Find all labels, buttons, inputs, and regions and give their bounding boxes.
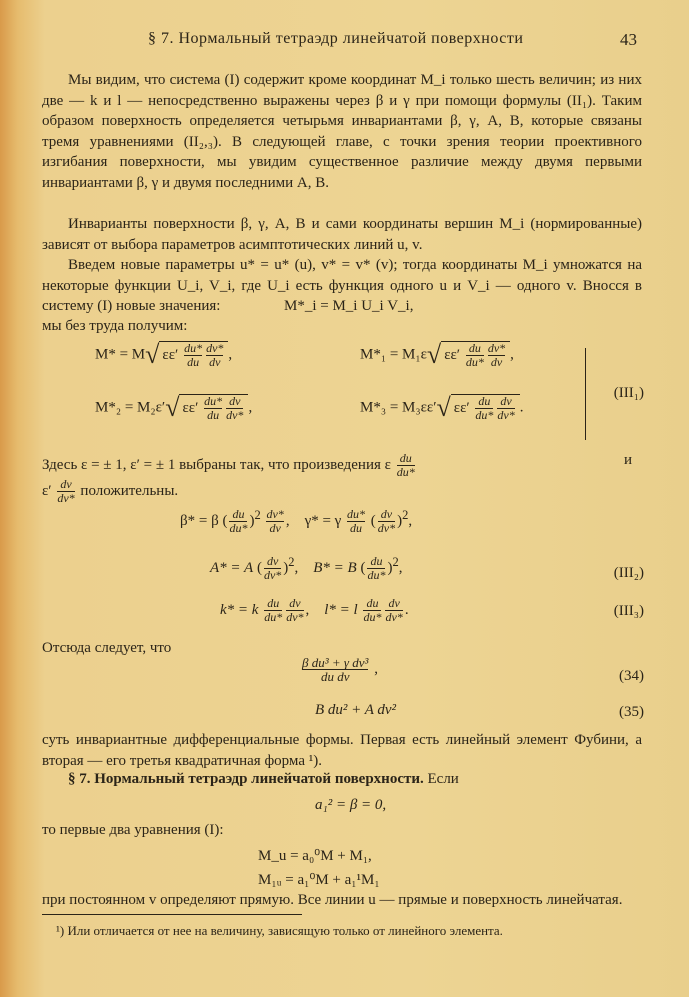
paragraph-1: Мы видим, что система (I) содержит кроме координат M_i только шесть величин; из них две — k и l — непосредственно выражены через β и γ при помощи формулы (II₁). Таким образом поверхность определяется четырьмя инвариантами β, γ, A, B, которые связаны тремя уравнениями (II₂,₃). В следующей главе, с точки зрения теории проективного изгибания поверхности, мы увидим существенное различие между двумя первыми инвариантами β, γ и двумя последними A, B. (42, 72, 642, 191)
paragraph-forms: суть инвариантные дифференциальные формы. Первая есть линейный элемент Фубини, а вторая — его третья квадратичная форма ¹). (42, 732, 642, 769)
text-positive: ε′ $\frac{dv}{dv*}$ положительны. (42, 477, 179, 505)
paragraph-2: Инварианты поверхности β, γ, A, B и сами координаты вершин M_i (нормированные) зависят от выбора параметров асимптотических линий u, v. (42, 216, 642, 253)
equation-a: a₁² = β = 0, (315, 797, 387, 813)
text-obtain: мы без труда получим: (42, 318, 188, 334)
equation-34: $\frac{\text{β du³ + γ dv³}}{\text{du dv}}$ , (302, 655, 378, 684)
section-heading: § 7. Нормальный тетраэдр линейчатой поверхности. Если (68, 771, 459, 787)
paragraph-last: при постоянном v определяют прямую. Все линии u — прямые и поверхность линейчатая. (42, 892, 623, 908)
equation-m1u: M₁ᵤ = a₁⁰M + a₁¹M₁ (258, 872, 380, 888)
footnote-rule (42, 914, 302, 915)
paragraph-3: Введем новые параметры u* = u* (u), v* = v* (v); тогда координаты M_i умножатся на некоторые функции U_i, V_i, где U_i есть функция одного u и V_i — одного v. Вносся в систему (I) новые значения: (42, 257, 642, 314)
equation-m0: M* = M√ εε′ $\frac{du*}{du}$ $\frac{dv*}{dv}$ , (95, 340, 233, 369)
footnote: ¹) Или отличается от нее на величину, зависящую только от линейного элемента. (56, 923, 503, 938)
text-hence: Отсюда следует, что (42, 640, 172, 656)
equation-m1: M*₁ = M₁ε√ εε′ $\frac{du}{du*}$ $\frac{dv*}{dv}$ , (360, 340, 514, 369)
equation-m2: M*₂ = M₂ε′√ εε′ $\frac{du*}{du}$ $\frac{dv}{dv*}$ , (95, 393, 253, 422)
equation-mu: M_u = a₀⁰M + M₁, (258, 848, 372, 864)
running-header: § 7. Нормальный тетраэдр линейчатой поверхности (148, 30, 524, 47)
equation-k-l: k* = k $\frac{du}{du*}$ $\frac{dv}{dv*}$ , l* = l $\frac{du}{du*}$ $\frac{dv}{dv*}$ . (220, 596, 409, 624)
equation-brace (585, 348, 586, 440)
equation-m3: M*₃ = M₃εε′√ εε′ $\frac{du}{du*}$ $\frac{dv}{dv*}$ . (360, 393, 524, 422)
equation-mi: M*_i = M_i U_i V_i, (284, 298, 414, 314)
text-here: Здесь ε = ± 1, ε′ = ± 1 выбраны так, что произведения ε $\frac{du}{du*}$ и (42, 451, 632, 479)
equation-beta-gamma: β* = β ( $\frac{du}{du*}$ )$^2$ $\frac{dv*}{dv}$ , γ* = γ $\frac{du*}{du}$ ( $\frac{dv}{dv*}$ )$^2$, (180, 507, 413, 536)
equation-label-iii1: (III₁) (613, 385, 644, 401)
page-number: 43 (620, 30, 637, 49)
equation-label-34: (34) (619, 668, 644, 684)
equation-35: B du² + A dv² (315, 702, 397, 718)
equation-label-iii3: (III₃) (613, 603, 644, 619)
text-then: то первые два уравнения (I): (42, 822, 224, 838)
equation-label-35: (35) (619, 704, 644, 720)
equation-a-b: A* = A ( $\frac{dv}{dv*}$ )$^2$, B* = B ( $\frac{du}{du*}$ )$^2$, (210, 554, 403, 583)
equation-label-iii2: (III₂) (613, 565, 644, 581)
